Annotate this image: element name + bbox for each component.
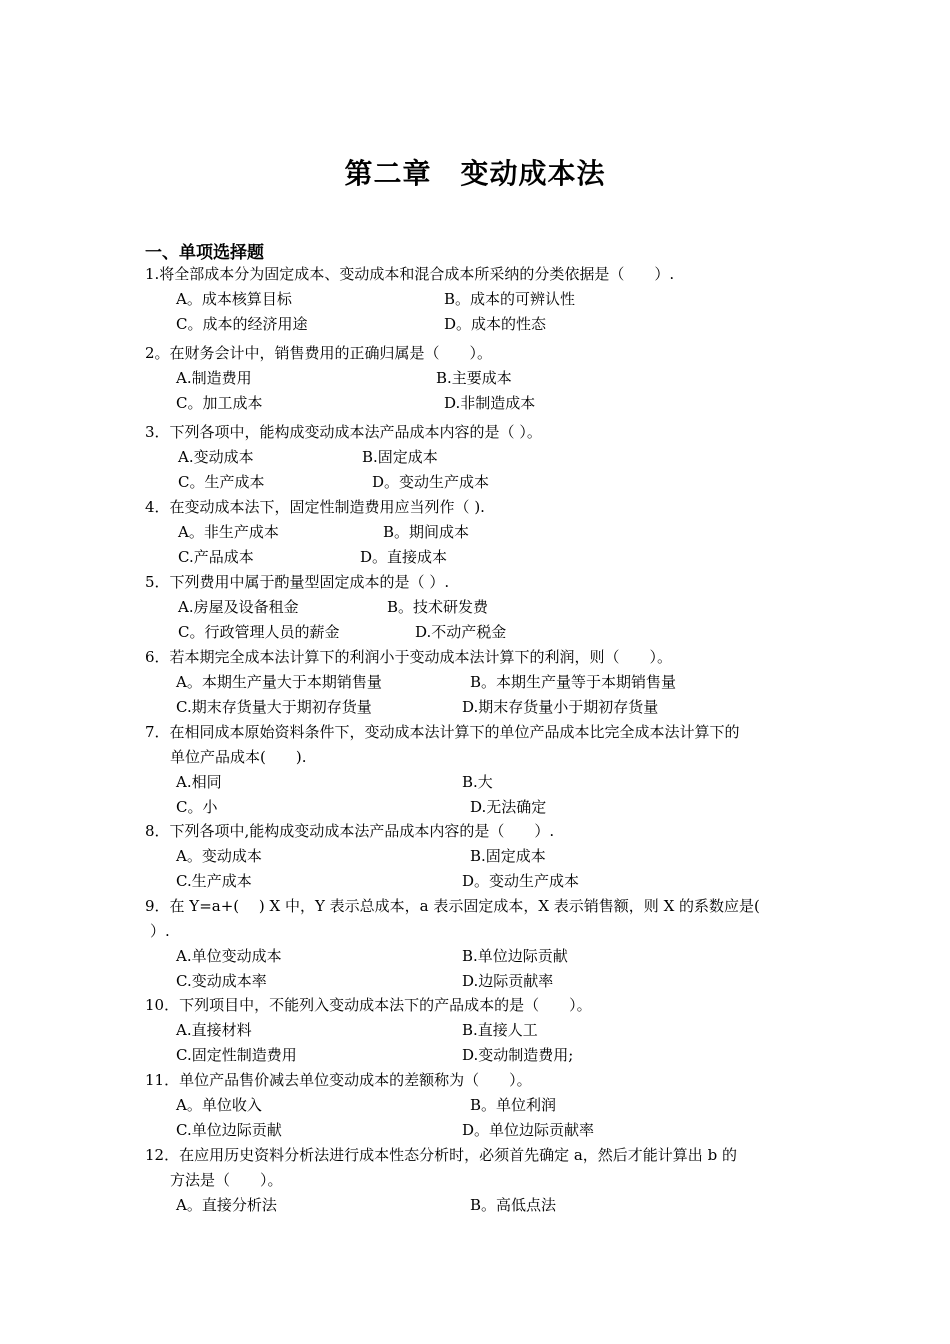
question-8-option: C.生产成本 xyxy=(176,872,252,890)
question-11-option: C.单位边际贡献 xyxy=(176,1121,282,1139)
question-6-stem: 6．若本期完全成本法计算下的利润小于变动成本法计算下的利润，则（ ）。 xyxy=(145,648,673,666)
question-4-stem: 4．在变动成本法下，固定性制造费用应当列作（ ). xyxy=(145,498,485,516)
question-6-option: D.期末存货量小于期初存货量 xyxy=(462,698,659,716)
question-5-stem: 5．下列费用中属于酌量型固定成本的是（ ）. xyxy=(145,573,450,591)
question-5-option: D.不动产税金 xyxy=(415,623,507,641)
question-11-stem: 11．单位产品售价减去单位变动成本的差额称为（ ）。 xyxy=(145,1071,532,1089)
question-8-option: A。变动成本 xyxy=(176,847,262,865)
question-12-continued: 方法是（ ）。 xyxy=(170,1171,283,1189)
question-1-option: B。成本的可辨认性 xyxy=(444,290,576,308)
question-8-option: D。变动生产成本 xyxy=(462,872,580,890)
question-6-option: B。本期生产量等于本期销售量 xyxy=(470,673,677,691)
question-4-option: A。非生产成本 xyxy=(178,523,279,541)
question-9-option: D.边际贡献率 xyxy=(462,972,554,990)
question-3-option: C。生产成本 xyxy=(178,473,265,491)
question-1-option: D。成本的性态 xyxy=(444,315,547,333)
question-1-stem: 1.将全部成本分为固定成本、变动成本和混合成本所采纳的分类依据是（ ）. xyxy=(145,265,675,283)
question-12-option: A。直接分析法 xyxy=(176,1196,277,1214)
chapter-title: 第二章 变动成本法 xyxy=(344,157,606,190)
question-1-option: C。成本的经济用途 xyxy=(176,315,308,333)
question-12-option: B。高低点法 xyxy=(470,1196,557,1214)
question-10-option: A.直接材料 xyxy=(176,1021,252,1039)
question-2-option: B.主要成本 xyxy=(436,369,512,387)
question-7-option: C。小 xyxy=(176,798,218,816)
question-3-option: D。变动生产成本 xyxy=(372,473,490,491)
question-4-option: B。期间成本 xyxy=(383,523,470,541)
question-8-option: B.固定成本 xyxy=(470,847,546,865)
question-4-option: C.产品成本 xyxy=(178,548,254,566)
question-10-option: B.直接人工 xyxy=(462,1021,538,1039)
question-11-option: B。单位利润 xyxy=(470,1096,557,1114)
question-9-continued: ）. xyxy=(150,922,170,940)
section-heading: 一、单项选择题 xyxy=(145,243,264,263)
question-1-option: A。成本核算目标 xyxy=(176,290,292,308)
question-5-option: C。行政管理人员的薪金 xyxy=(178,623,340,641)
question-9-stem: 9．在 Y=a+( ) X 中，Y 表示总成本，a 表示固定成本，X 表示销售额，则 X 的系数应是( xyxy=(145,897,760,915)
question-7-option: B.大 xyxy=(462,773,493,791)
question-7-continued: 单位产品成本( ). xyxy=(170,748,307,766)
question-4-option: D。直接成本 xyxy=(360,548,448,566)
question-3-stem: 3．下列各项中，能构成变动成本法产品成本内容的是（ ）。 xyxy=(145,423,542,441)
question-2-option: D.非制造成本 xyxy=(444,394,536,412)
question-6-option: C.期末存货量大于期初存货量 xyxy=(176,698,372,716)
question-10-option: D.变动制造费用; xyxy=(462,1046,574,1064)
question-7-option: A.相同 xyxy=(176,773,222,791)
question-7-stem: 7．在相同成本原始资料条件下，变动成本法计算下的单位产品成本比完全成本法计算下的 xyxy=(145,723,740,741)
question-6-option: A。本期生产量大于本期销售量 xyxy=(176,673,382,691)
question-2-option: C。加工成本 xyxy=(176,394,263,412)
question-8-stem: 8．下列各项中,能构成变动成本法产品成本内容的是（ ）. xyxy=(145,822,555,840)
question-9-option: C.变动成本率 xyxy=(176,972,267,990)
question-7-option: D.无法确定 xyxy=(470,798,547,816)
question-5-option: B。技术研发费 xyxy=(387,598,489,616)
question-11-option: D。单位边际贡献率 xyxy=(462,1121,595,1139)
question-3-option: B.固定成本 xyxy=(362,448,438,466)
question-3-option: A.变动成本 xyxy=(178,448,254,466)
question-11-option: A。单位收入 xyxy=(176,1096,262,1114)
question-2-stem: 2。在财务会计中，销售费用的正确归属是（ ）。 xyxy=(145,344,493,362)
question-2-option: A.制造费用 xyxy=(176,369,252,387)
question-10-stem: 10．下列项目中，不能列入变动成本法下的产品成本的是（ ）。 xyxy=(145,996,592,1014)
question-9-option: B.单位边际贡献 xyxy=(462,947,568,965)
question-12-stem: 12．在应用历史资料分析法进行成本性态分析时，必须首先确定 a，然后才能计算出 b 的 xyxy=(145,1146,737,1164)
question-10-option: C.固定性制造费用 xyxy=(176,1046,297,1064)
question-9-option: A.单位变动成本 xyxy=(176,947,282,965)
question-5-option: A.房屋及设备租金 xyxy=(178,598,299,616)
